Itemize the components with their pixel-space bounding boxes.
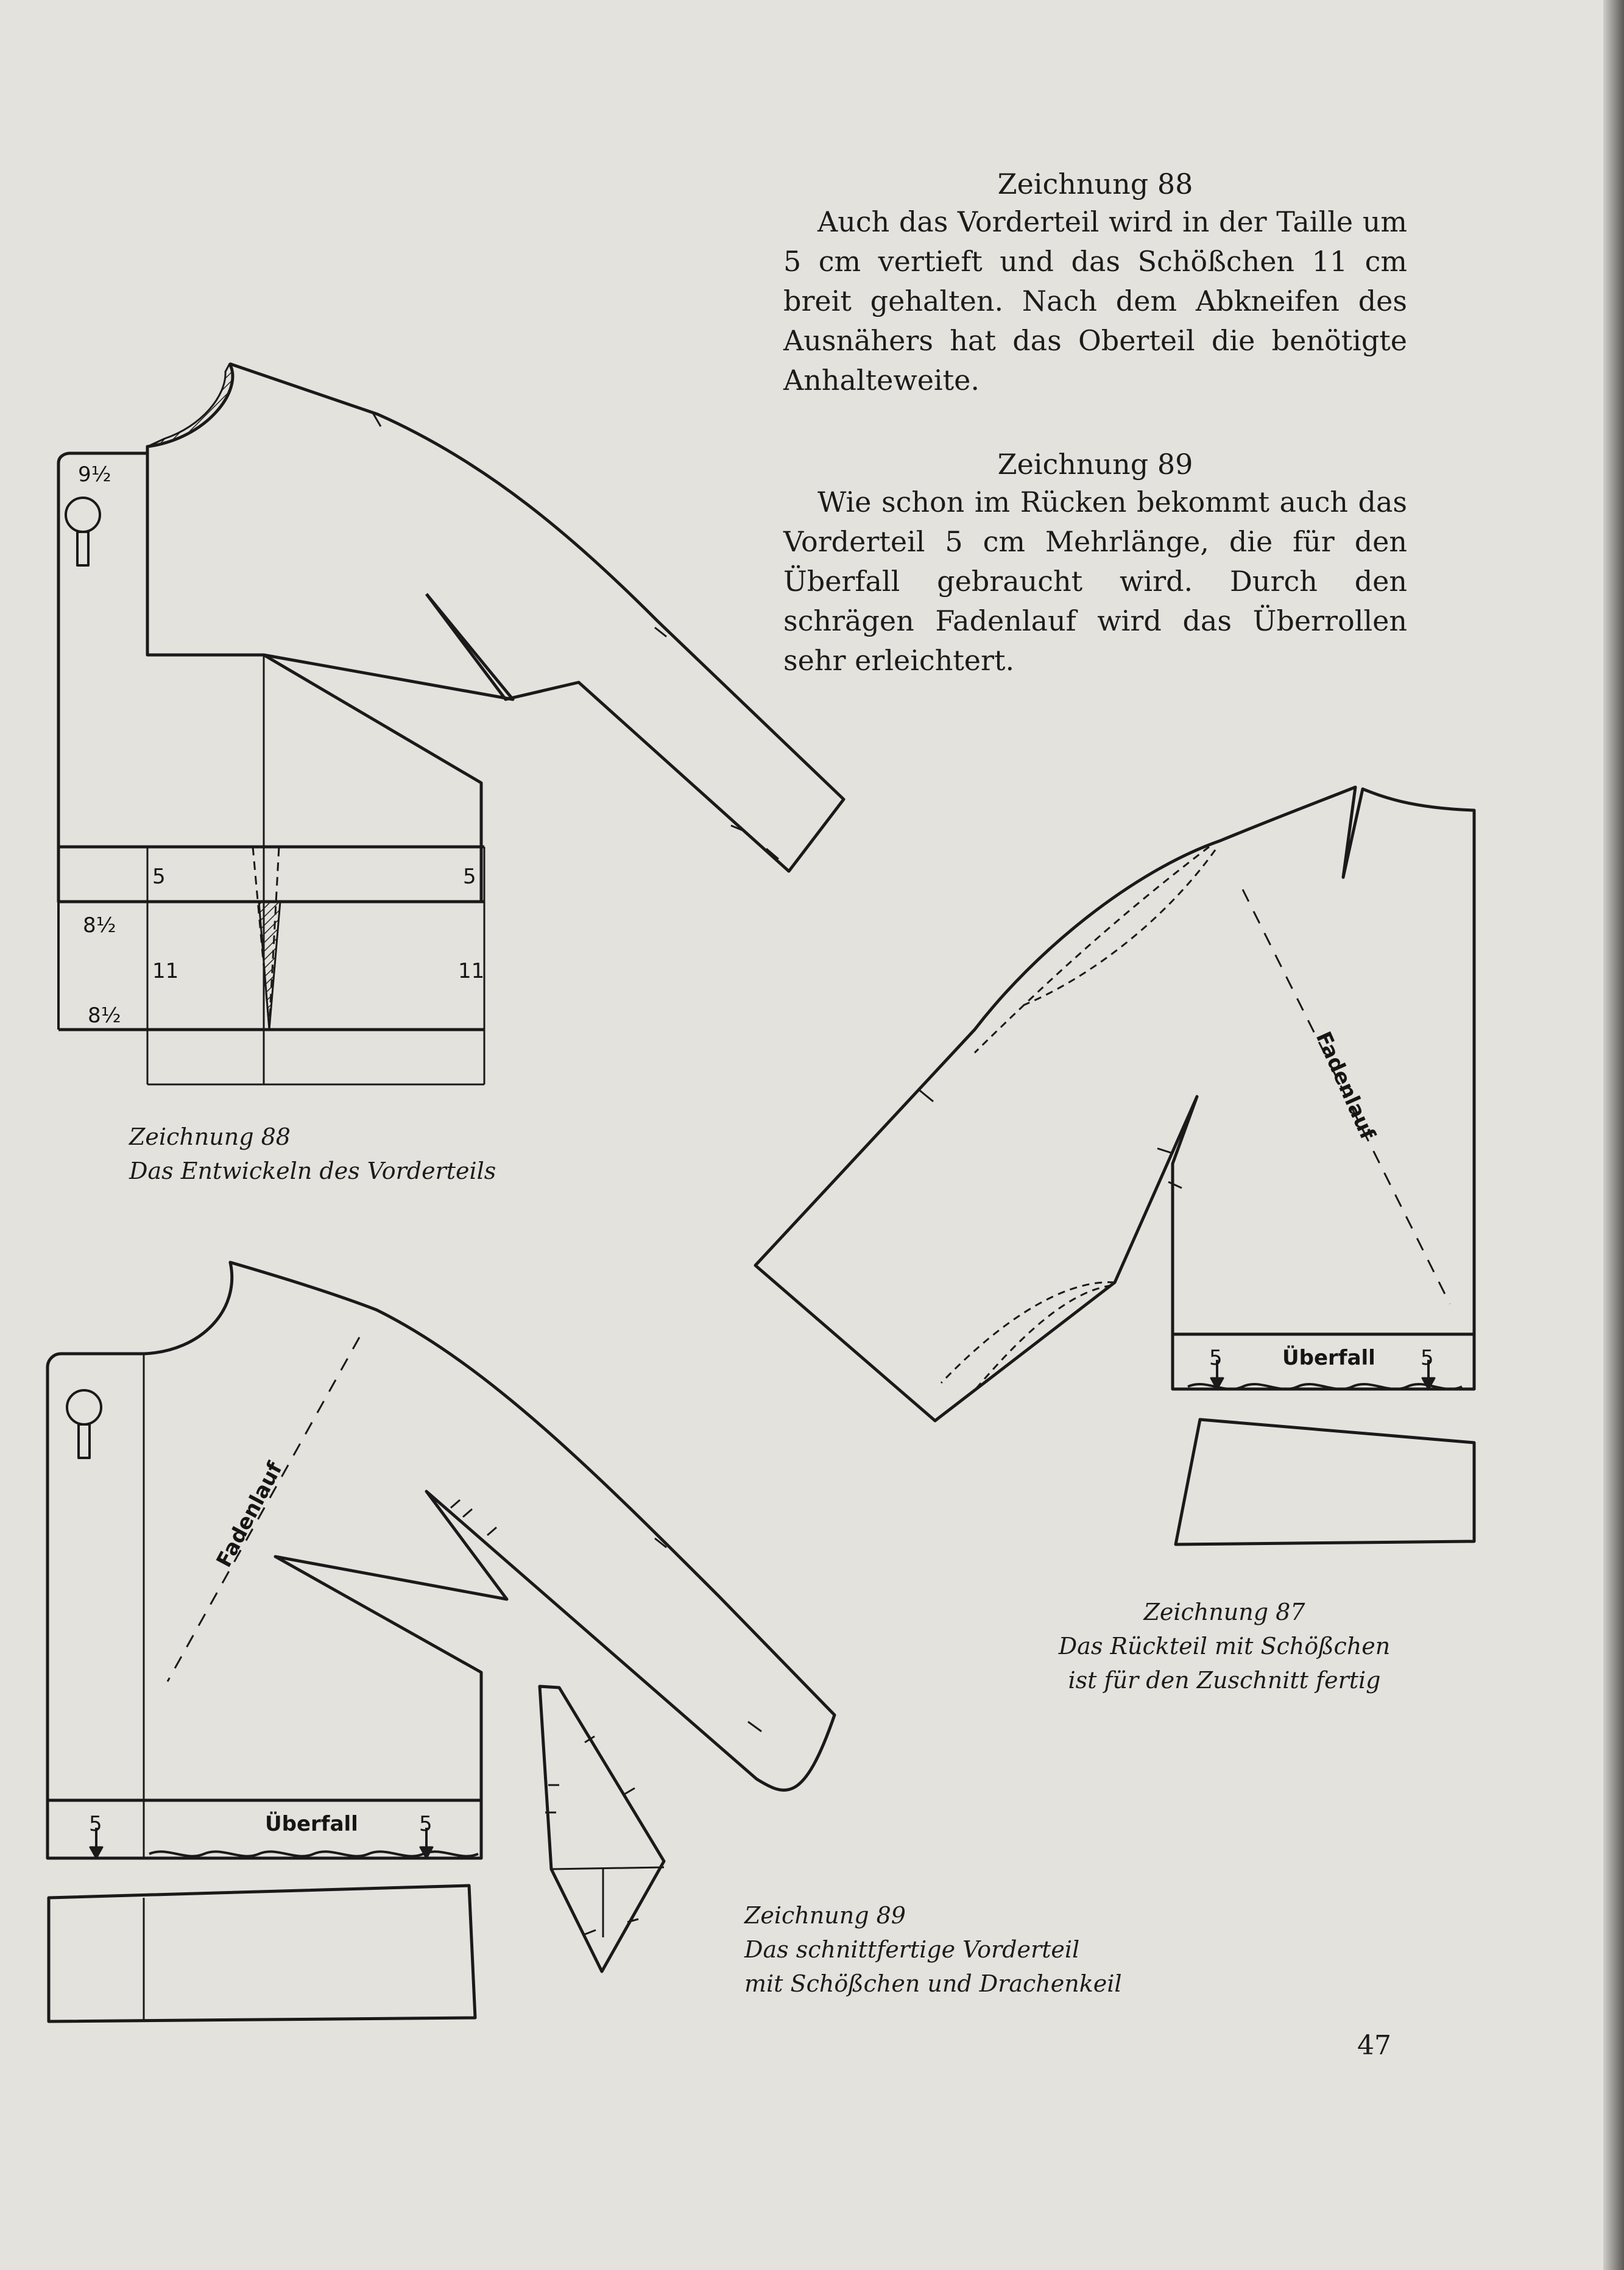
caption-zeichnung-87: Zeichnung 87 Das Rückteil mit Schößchen ist für den Zuschnitt fertig — [1058, 1599, 1391, 1694]
label-ueberfall-back: Überfall — [1282, 1346, 1375, 1370]
label-fadenlauf-front: Fadenlauf — [211, 1458, 288, 1572]
page-number: 47 — [1357, 2030, 1391, 2061]
label-ueberfall-front: Überfall — [265, 1812, 358, 1836]
drawing-zeichnung-87 — [755, 787, 1474, 1544]
label-five-front-left: 5 — [89, 1812, 102, 1836]
caption-zeichnung-88: Zeichnung 88 Das Entwickeln des Vorderteils — [129, 1123, 496, 1184]
label-five-right: 5 — [463, 865, 476, 889]
label-five-left: 5 — [152, 865, 166, 889]
shoulder-line — [230, 364, 844, 871]
label-eleven-left: 11 — [152, 959, 179, 983]
section-paragraph: Auch das Vorderteil wird in der Taille um 5 cm vertieft und das Schößchen 11 cm breit gehalten. Nach dem Abkneifen des Ausnähers hat das Oberteil die benötigte Anhalteweite. — [783, 205, 1407, 397]
drachenkeil — [540, 1686, 664, 1971]
label-five-back-right: 5 — [1421, 1346, 1434, 1370]
bodice-outline — [58, 364, 481, 902]
caption-zeichnung-89: Zeichnung 89 Das schnittfertige Vorderteil mit Schößchen und Drachenkeil — [744, 1902, 1122, 1997]
dart — [264, 594, 513, 699]
section-title: Zeichnung 89 — [997, 448, 1193, 481]
section-title: Zeichnung 88 — [997, 168, 1193, 200]
section-paragraph: Wie schon im Rücken bekommt auch das Vorderteil 5 cm Mehrlänge, die für den Überfall gebraucht wird. Durch den schrägen Fadenlauf wird das Überrollen sehr erleichtert. — [783, 486, 1407, 677]
label-nine-half: 9½ — [78, 462, 111, 487]
label-eight-half-top: 8½ — [83, 913, 116, 938]
label-five-front-right: 5 — [419, 1812, 432, 1836]
front-peplum — [49, 1886, 475, 2021]
label-eight-half-bottom: 8½ — [88, 1003, 121, 1028]
label-five-back-left: 5 — [1209, 1346, 1223, 1370]
label-eleven-right: 11 — [458, 959, 485, 983]
back-peplum — [1176, 1420, 1474, 1544]
front-outline — [48, 1262, 835, 1858]
label-fadenlauf-back: Fadenlauf — [1310, 1028, 1380, 1144]
drawing-zeichnung-89 — [48, 1262, 835, 2021]
